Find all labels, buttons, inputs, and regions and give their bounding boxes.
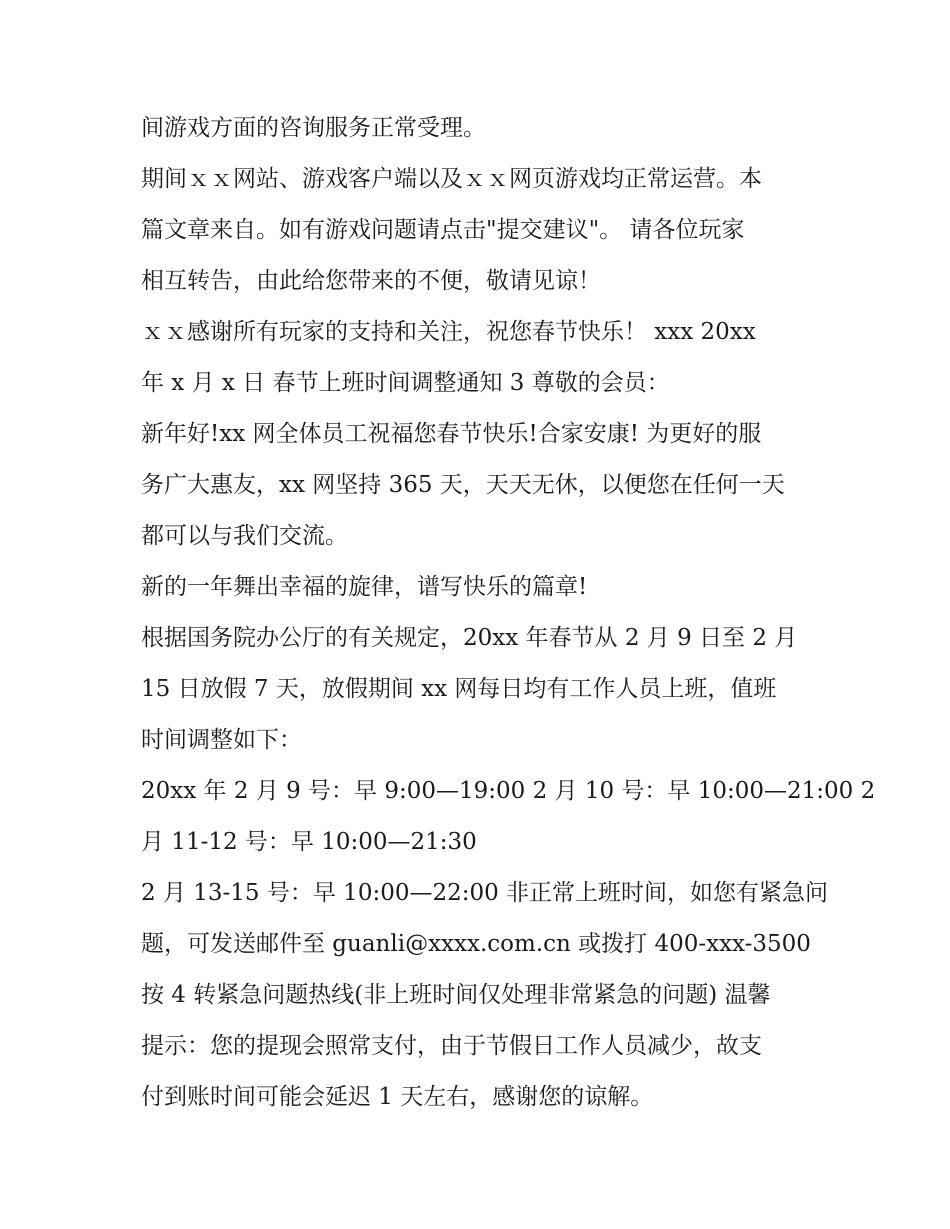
text-line: 年 x 月 x 日 春节上班时间调整通知 3 尊敬的会员： xyxy=(141,370,670,396)
text-line: ｘｘ感谢所有玩家的支持和关注，祝您春节快乐！ xxx 20xx xyxy=(141,319,756,345)
text-line: 间游戏方面的咨询服务正常受理。 xyxy=(141,115,486,141)
text-line: 新的一年舞出幸福的旋律，谱写快乐的篇章! xyxy=(141,574,588,600)
text-line: 20xx 年 2 月 9 号：早 9:00—19:00 2 月 10 号：早 10:00—21:00 2 xyxy=(141,778,876,804)
text-line: 期间ｘｘ网站、游戏客户端以及ｘｘ网页游戏均正常运营。本 xyxy=(141,166,762,192)
text-line: 根据国务院办公厅的有关规定，20xx 年春节从 2 月 9 日至 2 月 xyxy=(141,625,798,651)
body-text xyxy=(141,103,876,1123)
text-line: 付到账时间可能会延迟 1 天左右，感谢您的谅解。 xyxy=(141,1084,654,1110)
text-line: 新年好!xx 网全体员工祝福您春节快乐!合家安康! 为更好的服 xyxy=(141,421,762,447)
text-line: 都可以与我们交流。 xyxy=(141,523,348,549)
text-line: 月 11-12 号：早 10:00—21:30 xyxy=(141,829,477,855)
text-line: 按 4 转紧急问题热线(非上班时间仅处理非常紧急的问题) 温馨 xyxy=(141,982,771,1008)
text-line: 15 日放假 7 天，放假期间 xx 网每日均有工作人员上班，值班 xyxy=(141,676,777,702)
text-line: 务广大惠友，xx 网坚持 365 天，天天无休，以便您在任何一天 xyxy=(141,472,785,498)
text-line: 篇文章来自。如有游戏问题请点击"提交建议"。 请各位玩家 xyxy=(141,217,745,243)
text-line: 时间调整如下： xyxy=(141,727,302,753)
text-line: 提示：您的提现会照常支付，由于节假日工作人员减少，故支 xyxy=(141,1033,762,1059)
text-line: 2 月 13-15 号：早 10:00—22:00 非正常上班时间，如您有紧急问 xyxy=(141,880,829,906)
text-line: 相互转告，由此给您带来的不便，敬请见谅！ xyxy=(141,268,601,294)
text-line: 题，可发送邮件至 guanli@xxxx.com.cn 或拨打 400-xxx-3500 xyxy=(141,931,811,957)
